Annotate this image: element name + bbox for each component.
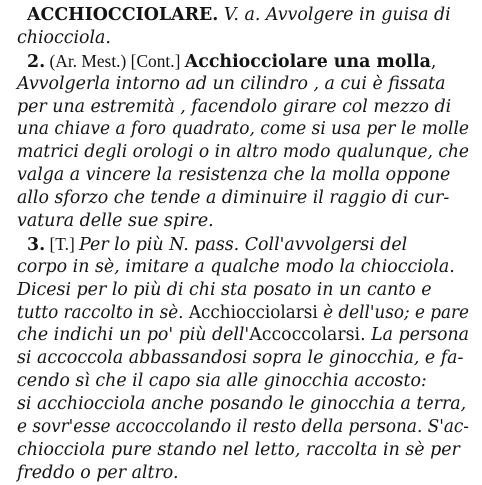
sense-3-heading <box>17 233 469 256</box>
sense-text: La persona <box>365 325 469 346</box>
sense-2-line: una chiave a foro quadrato, come si usa per le molle <box>17 119 469 140</box>
sense-3-line: si acchiocciola anche posando le ginocchia a terra, <box>17 394 467 415</box>
headword: ACCHIOCCIOLARE. <box>27 5 219 25</box>
sense-3-line: e sovr'esse accoccolando il resto della persona. S'ac- <box>17 417 469 438</box>
sense-3-line <box>17 302 469 325</box>
cross-reference: Accoccolarsi. <box>249 325 366 346</box>
definition-text: chiocciola. <box>17 27 111 48</box>
sense-3-line: chiocciola pure stando nel letto, raccolta in sè per <box>17 439 460 460</box>
punctuation: , <box>430 51 437 72</box>
sense-3-line: si accoccola abbassandosi sopra le ginocchia, e fa- <box>17 348 464 369</box>
entry-line-2 <box>17 27 469 50</box>
cross-reference: Acchiocciolarsi <box>183 302 318 323</box>
sense-text: tutto raccolto in sè. <box>17 302 184 323</box>
sense-2-line: vatura delle sue spire. <box>17 211 214 232</box>
entry-line-1 <box>17 4 469 27</box>
sense-phrase: Acchiocciolare una molla <box>184 51 431 72</box>
sense-text: che indichi un po' più dell' <box>17 325 250 346</box>
sense-3-line: Dicesi per lo più di chi sta posato in un canto e <box>17 279 432 300</box>
sense-2-line: valga a vincere la resistenza che la molla oppone <box>17 165 451 186</box>
sense-2-line: Avvolgerla intorno ad un cilindro , a cui è fissata <box>17 73 446 94</box>
sense-text: è dell'uso; e pare <box>317 302 469 323</box>
sense-2-line: matrici degli orologi o in altro modo qualunque, che <box>17 142 469 163</box>
sense-number: 2. <box>27 51 46 72</box>
sense-3-line <box>17 324 469 347</box>
sense-3-line: freddo o per altro. <box>17 462 179 483</box>
dictionary-entry <box>17 4 469 485</box>
usage-tags: (Ar. Mest.) [Cont.] <box>45 50 185 71</box>
sense-3-line: cendo sì che il capo sia alle ginocchia accosto: <box>17 371 427 392</box>
grammar-tag: V. a. <box>218 5 261 25</box>
sense-2-heading <box>17 50 469 73</box>
definition-text: Avvolgere in guisa di <box>260 5 451 25</box>
sense-2-line: allo sforzo che tende a diminuire il raggio di cur- <box>17 188 450 209</box>
sense-number: 3. <box>27 234 46 255</box>
sense-3-line: corpo in sè, imitare a qualche modo la chiocciola. <box>17 256 455 277</box>
sense-text: Per lo più N. pass. Coll'avvolgersi del <box>79 234 408 255</box>
sense-2-line: per una estremità , facendolo girare col mezzo di <box>17 96 452 117</box>
usage-tag: [T.] <box>45 233 80 254</box>
